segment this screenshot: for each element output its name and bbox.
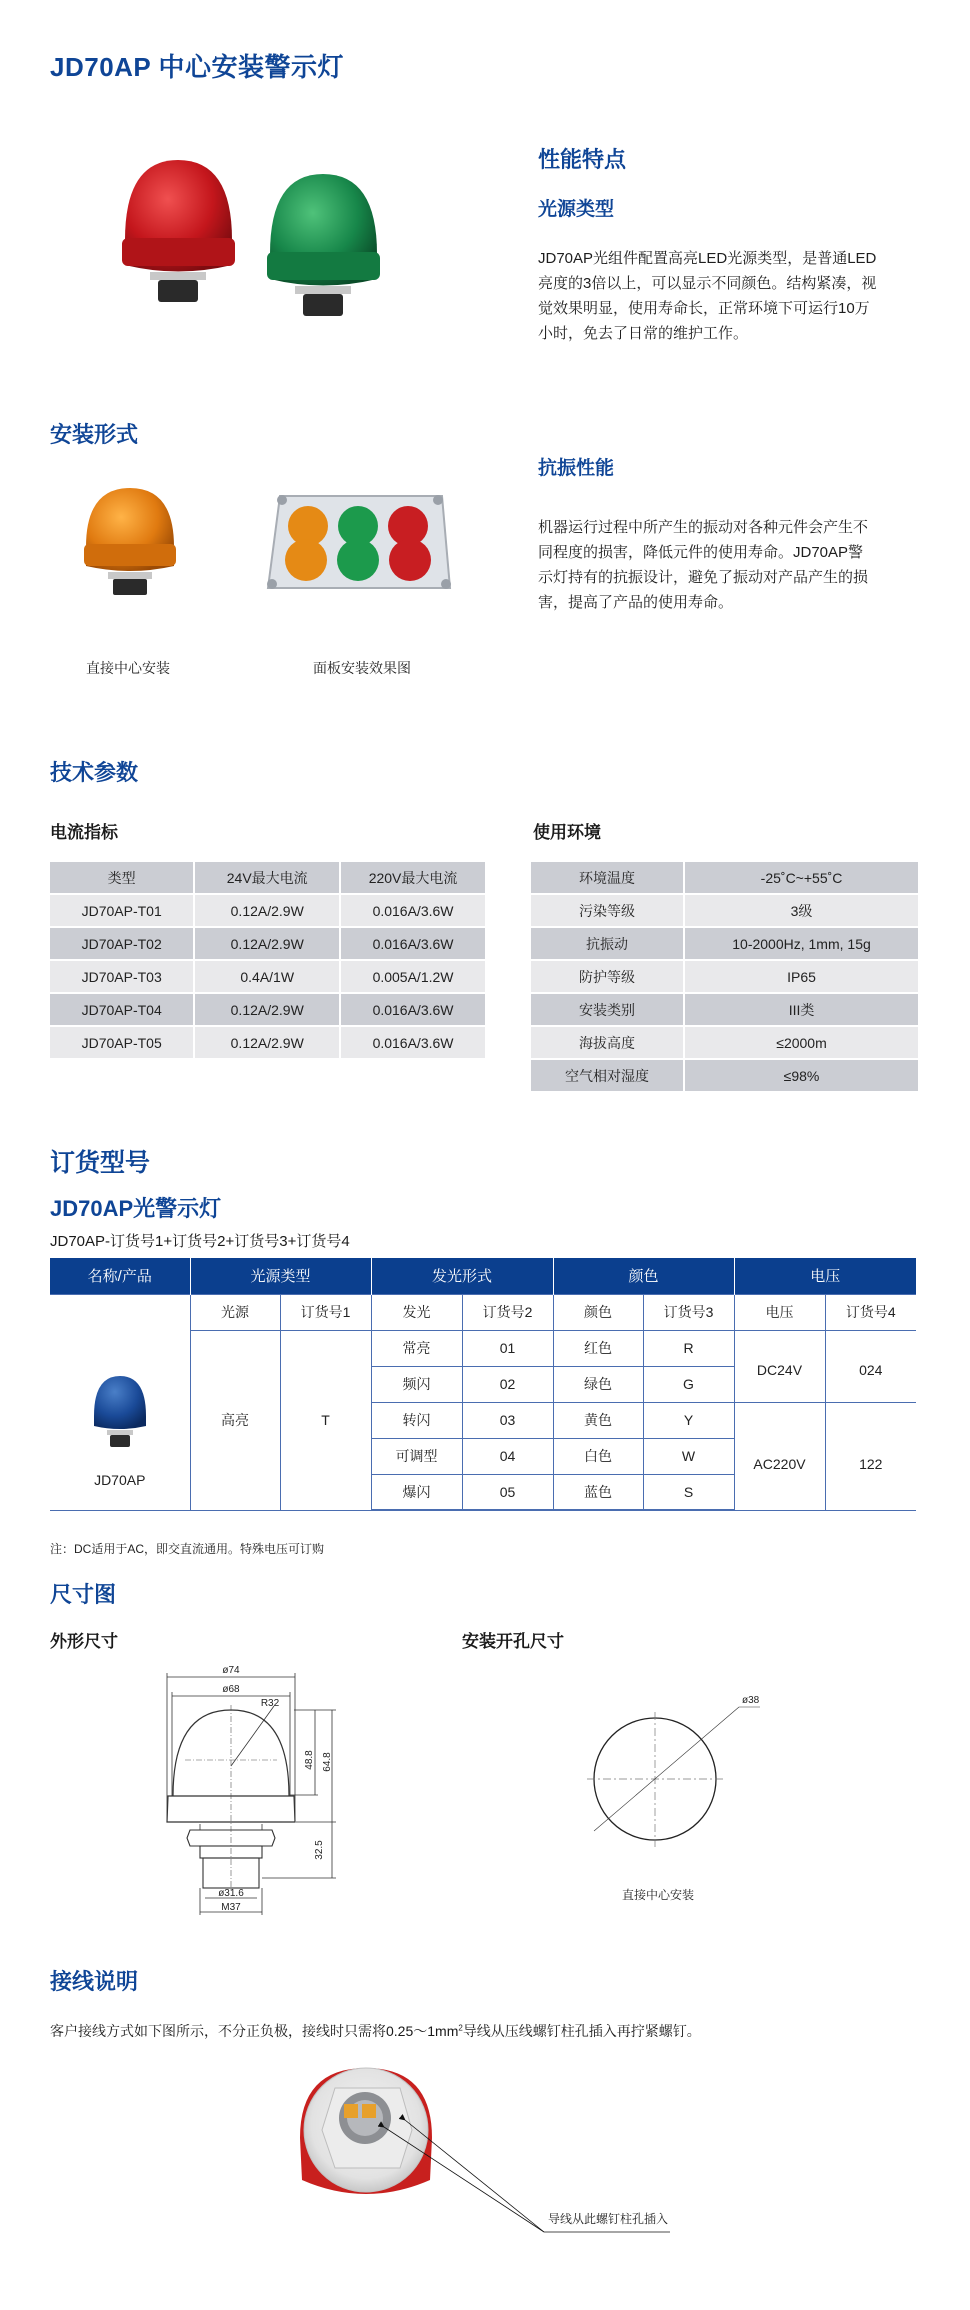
text-line: 机器运行过程中所产生的振动对各种元件会产生不: [538, 519, 869, 536]
wiring-text: [50, 2021, 701, 2041]
cutout-caption: 直接中心安装: [622, 1888, 695, 1902]
dim-label: R32: [260, 1698, 280, 1709]
cell: 0.016A/3.6W: [341, 928, 485, 959]
mode-cell: 转闪: [371, 1402, 462, 1438]
dim-label: ø31.6: [218, 1888, 244, 1899]
column-header: 类型: [50, 862, 193, 893]
dim-label: ø74: [222, 1665, 240, 1676]
outline-heading: 外形尺寸: [50, 1632, 118, 1651]
sub-header: 电压: [734, 1294, 825, 1330]
group-header: 颜色: [553, 1258, 734, 1294]
text-line: 示灯持有的抗振设计，避免了振动对产品产生的损: [538, 569, 869, 586]
mode-cell: 爆闪: [371, 1474, 462, 1510]
color-cell: 蓝色: [553, 1474, 643, 1510]
cell: JD70AP-T01: [50, 895, 193, 926]
dim-label: ø38: [742, 1695, 760, 1706]
ordering-subheading: JD70AP光警示灯: [50, 1196, 222, 1221]
light-source-text: [538, 246, 938, 346]
voltage-cell: AC220V: [734, 1402, 825, 1510]
table-row: [531, 1060, 918, 1091]
sub-header: 订货号2: [462, 1294, 553, 1330]
environment-table: [529, 860, 920, 1093]
page-title: JD70AP 中心安装警示灯: [50, 52, 345, 82]
ordering-formula: JD70AP-订货号1+订货号2+订货号3+订货号4: [50, 1233, 350, 1250]
column-header: 24V最大电流: [195, 862, 339, 893]
vibration-heading: 抗振性能: [538, 458, 615, 479]
table-row: [531, 1027, 918, 1058]
color-code-cell: R: [643, 1330, 734, 1366]
vibration-text: [538, 515, 938, 615]
text-line: JD70AP光组件配置高亮LED光源类型，是普通LED: [538, 250, 877, 267]
cell: 0.016A/3.6W: [341, 1027, 485, 1058]
ordering-note: 注：DC适用于AC，即交直流通用。特殊电压可订购: [50, 1542, 325, 1556]
table-header-row: [50, 862, 485, 893]
cell: JD70AP-T03: [50, 961, 193, 992]
wiring-text-suffix: 导线从压线螺钉柱孔插入再拧紧螺钉。: [462, 2023, 701, 2039]
cell: 空气相对湿度: [531, 1060, 683, 1091]
mode-cell: 频闪: [371, 1366, 462, 1402]
cutout-dimension-drawing: [580, 1690, 760, 1850]
cell: JD70AP-T05: [50, 1027, 193, 1058]
cell: 0.016A/3.6W: [341, 895, 485, 926]
cell: 环境温度: [531, 862, 683, 893]
voltage-cell: DC24V: [734, 1330, 825, 1402]
dim-label: 48.8: [304, 1750, 315, 1770]
table-row: [50, 895, 485, 926]
mode-code-cell: 01: [462, 1330, 553, 1366]
wiring-callout: 导线从此螺钉柱孔插入: [548, 2212, 669, 2226]
table-row: [531, 994, 918, 1025]
color-cell: 黄色: [553, 1402, 643, 1438]
dim-label: M37: [221, 1902, 241, 1913]
sub-header-row: [50, 1294, 916, 1330]
mode-code-cell: 02: [462, 1366, 553, 1402]
cell: 0.016A/3.6W: [341, 994, 485, 1025]
table-row: [531, 895, 918, 926]
text-line: 觉效果明显，使用寿命长，正常环境下可运行10万: [538, 300, 870, 317]
table-row: [531, 928, 918, 959]
outline-dimension-drawing: [160, 1660, 360, 1920]
dim-label: ø68: [222, 1684, 240, 1695]
dim-label: 64.8: [322, 1752, 333, 1772]
cell: 安装类别: [531, 994, 683, 1025]
cell: -25˚C~+55˚C: [685, 862, 918, 893]
table-row: [50, 994, 485, 1025]
hero-lamps-image: [110, 150, 390, 340]
mode-code-cell: 03: [462, 1402, 553, 1438]
green-lamp-icon: [267, 174, 380, 316]
order-table: [50, 1258, 916, 1511]
sub-header: 订货号1: [280, 1294, 371, 1330]
group-header: 电压: [734, 1258, 916, 1294]
cell: 海拔高度: [531, 1027, 683, 1058]
wiring-text-prefix: 客户接线方式如下图所示，不分正负极，接线时只需将0.25～1mm: [50, 2023, 459, 2039]
ordering-heading: 订货型号: [50, 1149, 151, 1177]
cutout-heading: 安装开孔尺寸: [462, 1632, 564, 1651]
cell: JD70AP-T02: [50, 928, 193, 959]
voltage-code-cell: 122: [825, 1402, 916, 1510]
cell: 0.12A/2.9W: [195, 1027, 339, 1058]
color-code-cell: S: [643, 1474, 734, 1510]
column-header: 220V最大电流: [341, 862, 485, 893]
color-cell: 红色: [553, 1330, 643, 1366]
environment-heading: 使用环境: [533, 823, 601, 842]
dimensions-heading: 尺寸图: [50, 1582, 117, 1607]
order-no-1-cell: T: [280, 1330, 371, 1510]
cell: ≤2000m: [685, 1027, 918, 1058]
mode-code-cell: 05: [462, 1474, 553, 1510]
amber-lamp-image: [80, 482, 180, 607]
text-line: 同程度的损害，降低元件的使用寿命。JD70AP警: [538, 544, 864, 561]
wiring-heading: 接线说明: [50, 1969, 139, 1994]
color-code-cell: W: [643, 1438, 734, 1474]
table-row: [50, 961, 485, 992]
text-line: 害，提高了产品的使用寿命。: [538, 594, 734, 611]
cell: ≤98%: [685, 1060, 918, 1091]
mount-caption-direct: 直接中心安装: [86, 660, 170, 676]
tech-params-heading: 技术参数: [50, 760, 139, 785]
group-header: 名称/产品: [50, 1258, 190, 1294]
group-header: 发光形式: [371, 1258, 553, 1294]
light-source-heading: 光源类型: [538, 199, 615, 220]
current-heading: 电流指标: [50, 823, 118, 842]
light-source-cell: 高亮: [190, 1330, 280, 1510]
current-table: [48, 860, 487, 1060]
color-code-cell: G: [643, 1366, 734, 1402]
cell: 0.4A/1W: [195, 961, 339, 992]
sub-header: 光源: [190, 1294, 280, 1330]
cell: 抗振动: [531, 928, 683, 959]
cell: 污染等级: [531, 895, 683, 926]
cell: 0.12A/2.9W: [195, 928, 339, 959]
panel-mount-image: [262, 488, 456, 603]
mode-code-cell: 04: [462, 1438, 553, 1474]
mount-caption-panel: 面板安装效果图: [313, 660, 411, 676]
blue-lamp-icon: [90, 1372, 150, 1450]
sub-header: 订货号3: [643, 1294, 734, 1330]
mode-cell: 常亮: [371, 1330, 462, 1366]
red-lamp-icon: [122, 160, 235, 302]
cell: 防护等级: [531, 961, 683, 992]
cell: 10-2000Hz, 1mm, 15g: [685, 928, 918, 959]
cell: 0.005A/1.2W: [341, 961, 485, 992]
table-row: [531, 961, 918, 992]
table-row: [50, 928, 485, 959]
wiring-text-sup: 2: [458, 2023, 463, 2033]
features-heading: 性能特点: [538, 147, 627, 172]
cell: JD70AP-T04: [50, 994, 193, 1025]
dim-label: 32.5: [314, 1840, 325, 1860]
color-code-cell: Y: [643, 1402, 734, 1438]
table-row: [50, 1027, 485, 1058]
table-row: [531, 862, 918, 893]
color-cell: 绿色: [553, 1366, 643, 1402]
cell: III类: [685, 994, 918, 1025]
group-header: 光源类型: [190, 1258, 371, 1294]
text-line: 亮度的3倍以上，可以显示不同颜色。结构紧凑，视: [538, 275, 877, 292]
text-line: 小时，免去了日常的维护工作。: [538, 325, 749, 342]
cell: IP65: [685, 961, 918, 992]
color-cell: 白色: [553, 1438, 643, 1474]
group-header-row: [50, 1258, 916, 1294]
voltage-code-cell: 024: [825, 1330, 916, 1402]
mode-cell: 可调型: [371, 1438, 462, 1474]
cell: 0.12A/2.9W: [195, 895, 339, 926]
sub-header: 颜色: [553, 1294, 643, 1330]
cell: 3级: [685, 895, 918, 926]
product-cell: [50, 1294, 190, 1510]
sub-header: 订货号4: [825, 1294, 916, 1330]
mounting-heading: 安装形式: [50, 422, 139, 447]
cell: 0.12A/2.9W: [195, 994, 339, 1025]
product-name: JD70AP: [94, 1471, 146, 1488]
sub-header: 发光: [371, 1294, 462, 1330]
